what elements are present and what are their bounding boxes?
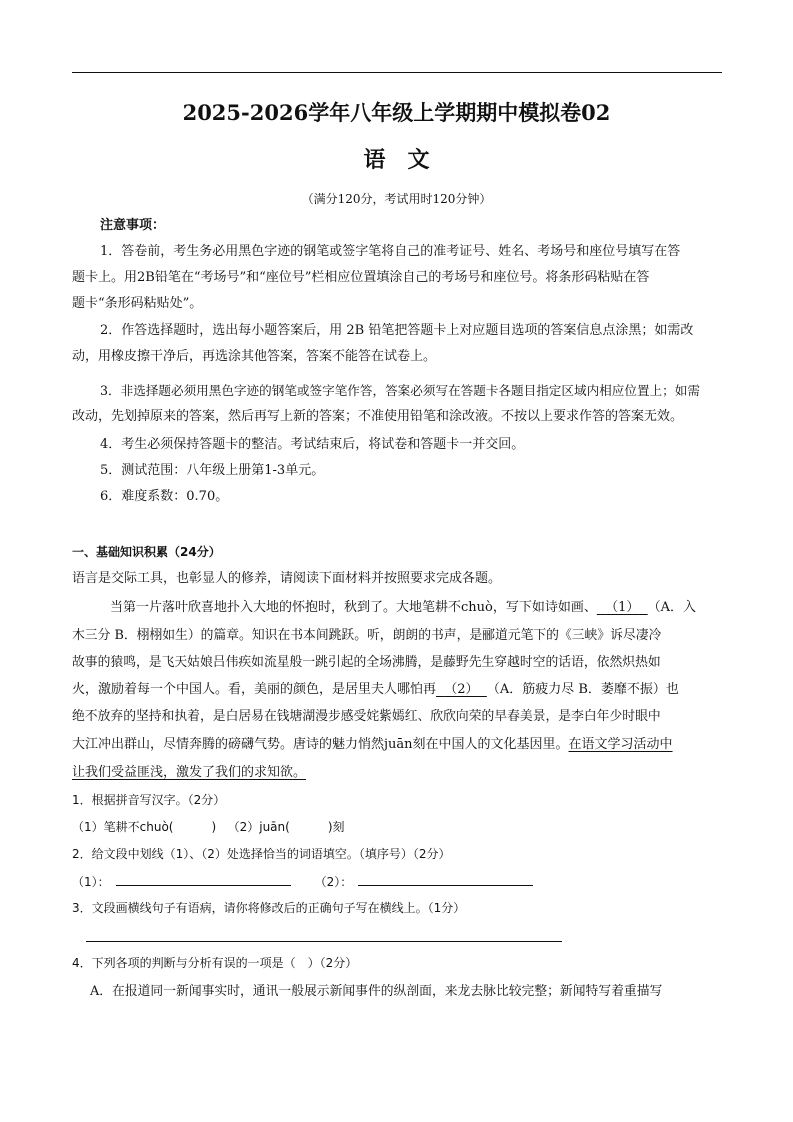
notice-line: 5．测试范围：八年级上册第1-3单元。 [100,463,325,478]
underlined-sentence: 让我们受益匪浅，激发了我们的求知欲。 [72,765,307,780]
passage-line: 木三分 B．栩栩如生）的篇章。知识在书本间跳跃。听，朗朗的书声，是郦道元笔下的《三峡》诉尽凄冷 [72,628,662,643]
question-1: 1．根据拼音写汉字。（2分） [72,793,226,807]
q2-label-1: （1）： [72,875,110,889]
q1-part1: （1）笔耕不chuò( [72,820,174,834]
notice-line: 题卡上。用2B铅笔在“考场号”和“座位号”栏相应位置填涂自己的考场号和座位号。将条形码粘贴在答 [72,270,650,285]
passage-text: 当第一片落叶欣喜地扑入大地的怀抱时，秋到了。大地笔耕不chuò，写下如诗如画、 [110,600,597,615]
passage-text: （A．筋疲力尽 B．萎靡不振）也 [486,682,679,697]
q3-answer-line[interactable] [86,941,562,942]
blank-2-label: （2） [444,682,479,697]
section-heading: 一、基础知识积累（24分） [72,545,221,559]
blank-2 [436,682,487,697]
notice-line: 改动，先划掉原来的答案，然后再写上新的答案；不准使用铅笔和涂改液。不按以上要求作答的答案无效。 [72,409,684,424]
subject-title: 语 文 [363,147,430,173]
notice-line: 3．非选择题必须用黑色字迹的钢笔或签字笔作答，答案必须写在答题卡各题目指定区域内相应位置上；如需 [100,383,700,398]
section-intro: 语言是交际工具，也彰显人的修养，请阅读下面材料并按照要求完成各题。 [72,571,502,586]
notice-line: 1．答卷前，考生务必用黑色字迹的钢笔或签字笔将自己的准考证号、姓名、考场号和座位号填写在答 [100,244,681,259]
notice-line: 6．难度系数：0.70。 [100,489,229,504]
q1-part1-end: ) [211,820,217,834]
notice-line: 4．考生必须保持答题卡的整洁。考试结束后，将试卷和答题卡一并交回。 [100,437,525,452]
passage-line [72,682,679,698]
blank-1-label: （1） [605,600,640,615]
question-2-items [72,873,533,890]
q1-part2: （2）juān( [227,820,290,834]
passage-line: 故事的猿鸣，是飞天姑娘吕伟疾如流星般一跳引起的全场沸腾，是藤野先生穿越时空的话语，依然炽热如 [72,655,661,670]
q2-label-2: （2）： [314,875,353,889]
passage-line: 绝不放弃的坚持和执着，是白居易在钱塘湖漫步感受姹紫嫣红、欣欣向荣的早春美景，是李白年少时眼中 [72,709,661,724]
notice-line: 题卡“条形码粘贴处”。 [72,296,203,311]
header-rule [72,72,722,73]
question-1-items [72,819,345,835]
passage-line [110,600,696,616]
q1-part2-end: )刻 [327,820,345,834]
q2-answer-2[interactable] [358,873,533,886]
notice-line: 2．作答选择题时，选出每小题答案后，用 2B 铅笔把答题卡上对应题目选项的答案信息点涂黑；如需改 [100,323,694,338]
notice-heading: 注意事项： [100,218,166,233]
question-3: 3．文段画横线句子有语病，请你将修改后的正确句子写在横线上。（1分） [72,901,466,915]
q2-answer-1[interactable] [116,873,291,886]
question-2: 2．给文段中划线（1）、（2）处选择恰当的词语填空。（填序号）（2分） [72,847,451,861]
underlined-sentence: 在语文学习活动中 [568,737,673,752]
passage-line [72,737,673,753]
q4-option-a: A．在报道同一新闻事实时，通讯一般展示新闻事件的纵剖面，来龙去脉比较完整；新闻特写着重描写 [90,984,663,999]
exam-title: 2025-2026学年八年级上学期期中模拟卷02 [182,100,611,125]
score-info: （满分120分，考试用时120分钟） [301,192,492,206]
question-4: 4．下列各项的判断与分析有误的一项是（ ）（2分） [72,956,358,970]
passage-text: 大江冲出群山，尽情奔腾的磅礴气势。唐诗的魅力悄然juān刻在中国人的文化基因里。 [72,737,569,752]
blank-1 [597,600,648,615]
notice-line: 动，用橡皮擦干净后，再选涂其他答案，答案不能答在试卷上。 [72,349,437,364]
passage-text: 火，激励着每一个中国人。看，美丽的颜色，是居里夫人哪怕再 [72,682,437,697]
passage-text: （A．入 [647,600,697,615]
